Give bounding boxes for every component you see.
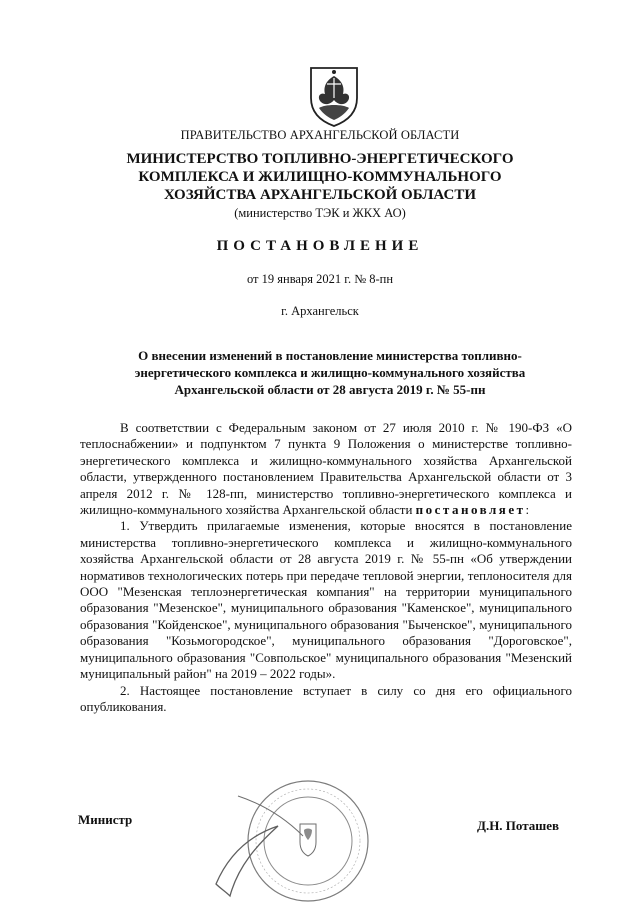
ministry-line: ХОЗЯЙСТВА АРХАНГЕЛЬСКОЙ ОБЛАСТИ — [163, 187, 477, 203]
clause-1: 1. Утвердить прилагаемые изменения, которые вносятся в постановление министерства топливно-энергетического комплекса и жилищно-коммунального хозяйства Архангельской области от 28 августа 2019 г. № 55-пн «Об утверждении нормативов технологических потерь при передаче тепловой энергии, теплоносителя для ООО "Мезенская теплоэнергетическая компания" на территории муниципального образования "Мезенское", муниципального образования "Каменское", муниципального образования "Койденское", муниципального образования "Быченское", муниципального образования "Козьмогородское", муниципального образования "Дороговское", муниципального образования "Совпольское" муниципального образования "Мезенский муниципальный район" на 2019 – 2022 годы». — [80, 518, 572, 682]
subject-line: энергетического комплекса и жилищно-коммунального хозяйства — [134, 365, 526, 380]
signatory-name: Д.Н. Поташев — [477, 818, 560, 833]
subject-line: Архангельской области от 28 августа 2019 г. № 55-пн — [174, 382, 486, 397]
arkhangelsk-coat-of-arms-icon — [305, 64, 363, 128]
resolves-word: постановляет — [415, 502, 526, 518]
subject-line: О внесении изменений в постановление министерства топливно- — [138, 348, 522, 363]
government-name: ПРАВИТЕЛЬСТВО АРХАНГЕЛЬСКОЙ ОБЛАСТИ — [180, 128, 460, 142]
decree-subject — [100, 347, 560, 398]
ministry-line: МИНИСТЕРСТВО ТОПЛИВНО-ЭНЕРГЕТИЧЕСКОГО — [126, 151, 514, 167]
official-seal-icon — [208, 766, 378, 905]
decree-body — [80, 420, 572, 715]
preamble-paragraph: В соответствии с Федеральным законом от 27 июля 2010 г. № 190-ФЗ «О теплоснабжении» и подпунктом 7 пункта 9 Положения о министерстве топливно-энергетического комплекса и жилищно-коммунального хозяйства Архангельской области, утвержденного постановлением Правительства Архангельской области от 3 апреля 2012 г. № 128-пп, министерство топливно-энергетического комплекса и жилищно-коммунального хозяйства Архангельской области постановляет: — [80, 420, 572, 518]
clause-2: 2. Настоящее постановление вступает в силу со дня его официального опубликования. — [80, 682, 572, 714]
ministry-line: КОМПЛЕКСА И ЖИЛИЩНО-КОММУНАЛЬНОГО — [138, 169, 502, 185]
decree-city: г. Архангельск — [281, 304, 359, 318]
document-type-title: ПОСТАНОВЛЕНИЕ — [216, 238, 424, 254]
ministry-short-name: (министерство ТЭК и ЖКХ АО) — [234, 206, 406, 220]
ministry-name — [0, 150, 640, 222]
signatory-position: Министр — [78, 812, 133, 827]
preamble-text: В соответствии с Федеральным законом от 27 июля 2010 г. № 190-ФЗ «О теплоснабжении» и подпунктом 7 пункта 9 Положения о министерстве топливно-энергетического комплекса и жилищно-коммунального хозяйства Архангельской области, утвержденного постановлением Правительства Архангельской области от 3 апреля 2012 г. № 128-пп, министерство топливно-энергетического комплекса и жилищно-коммунального хозяйства Архангельской области — [80, 420, 572, 518]
decree-date-number: от 19 января 2021 г. № 8-пн — [246, 272, 394, 286]
